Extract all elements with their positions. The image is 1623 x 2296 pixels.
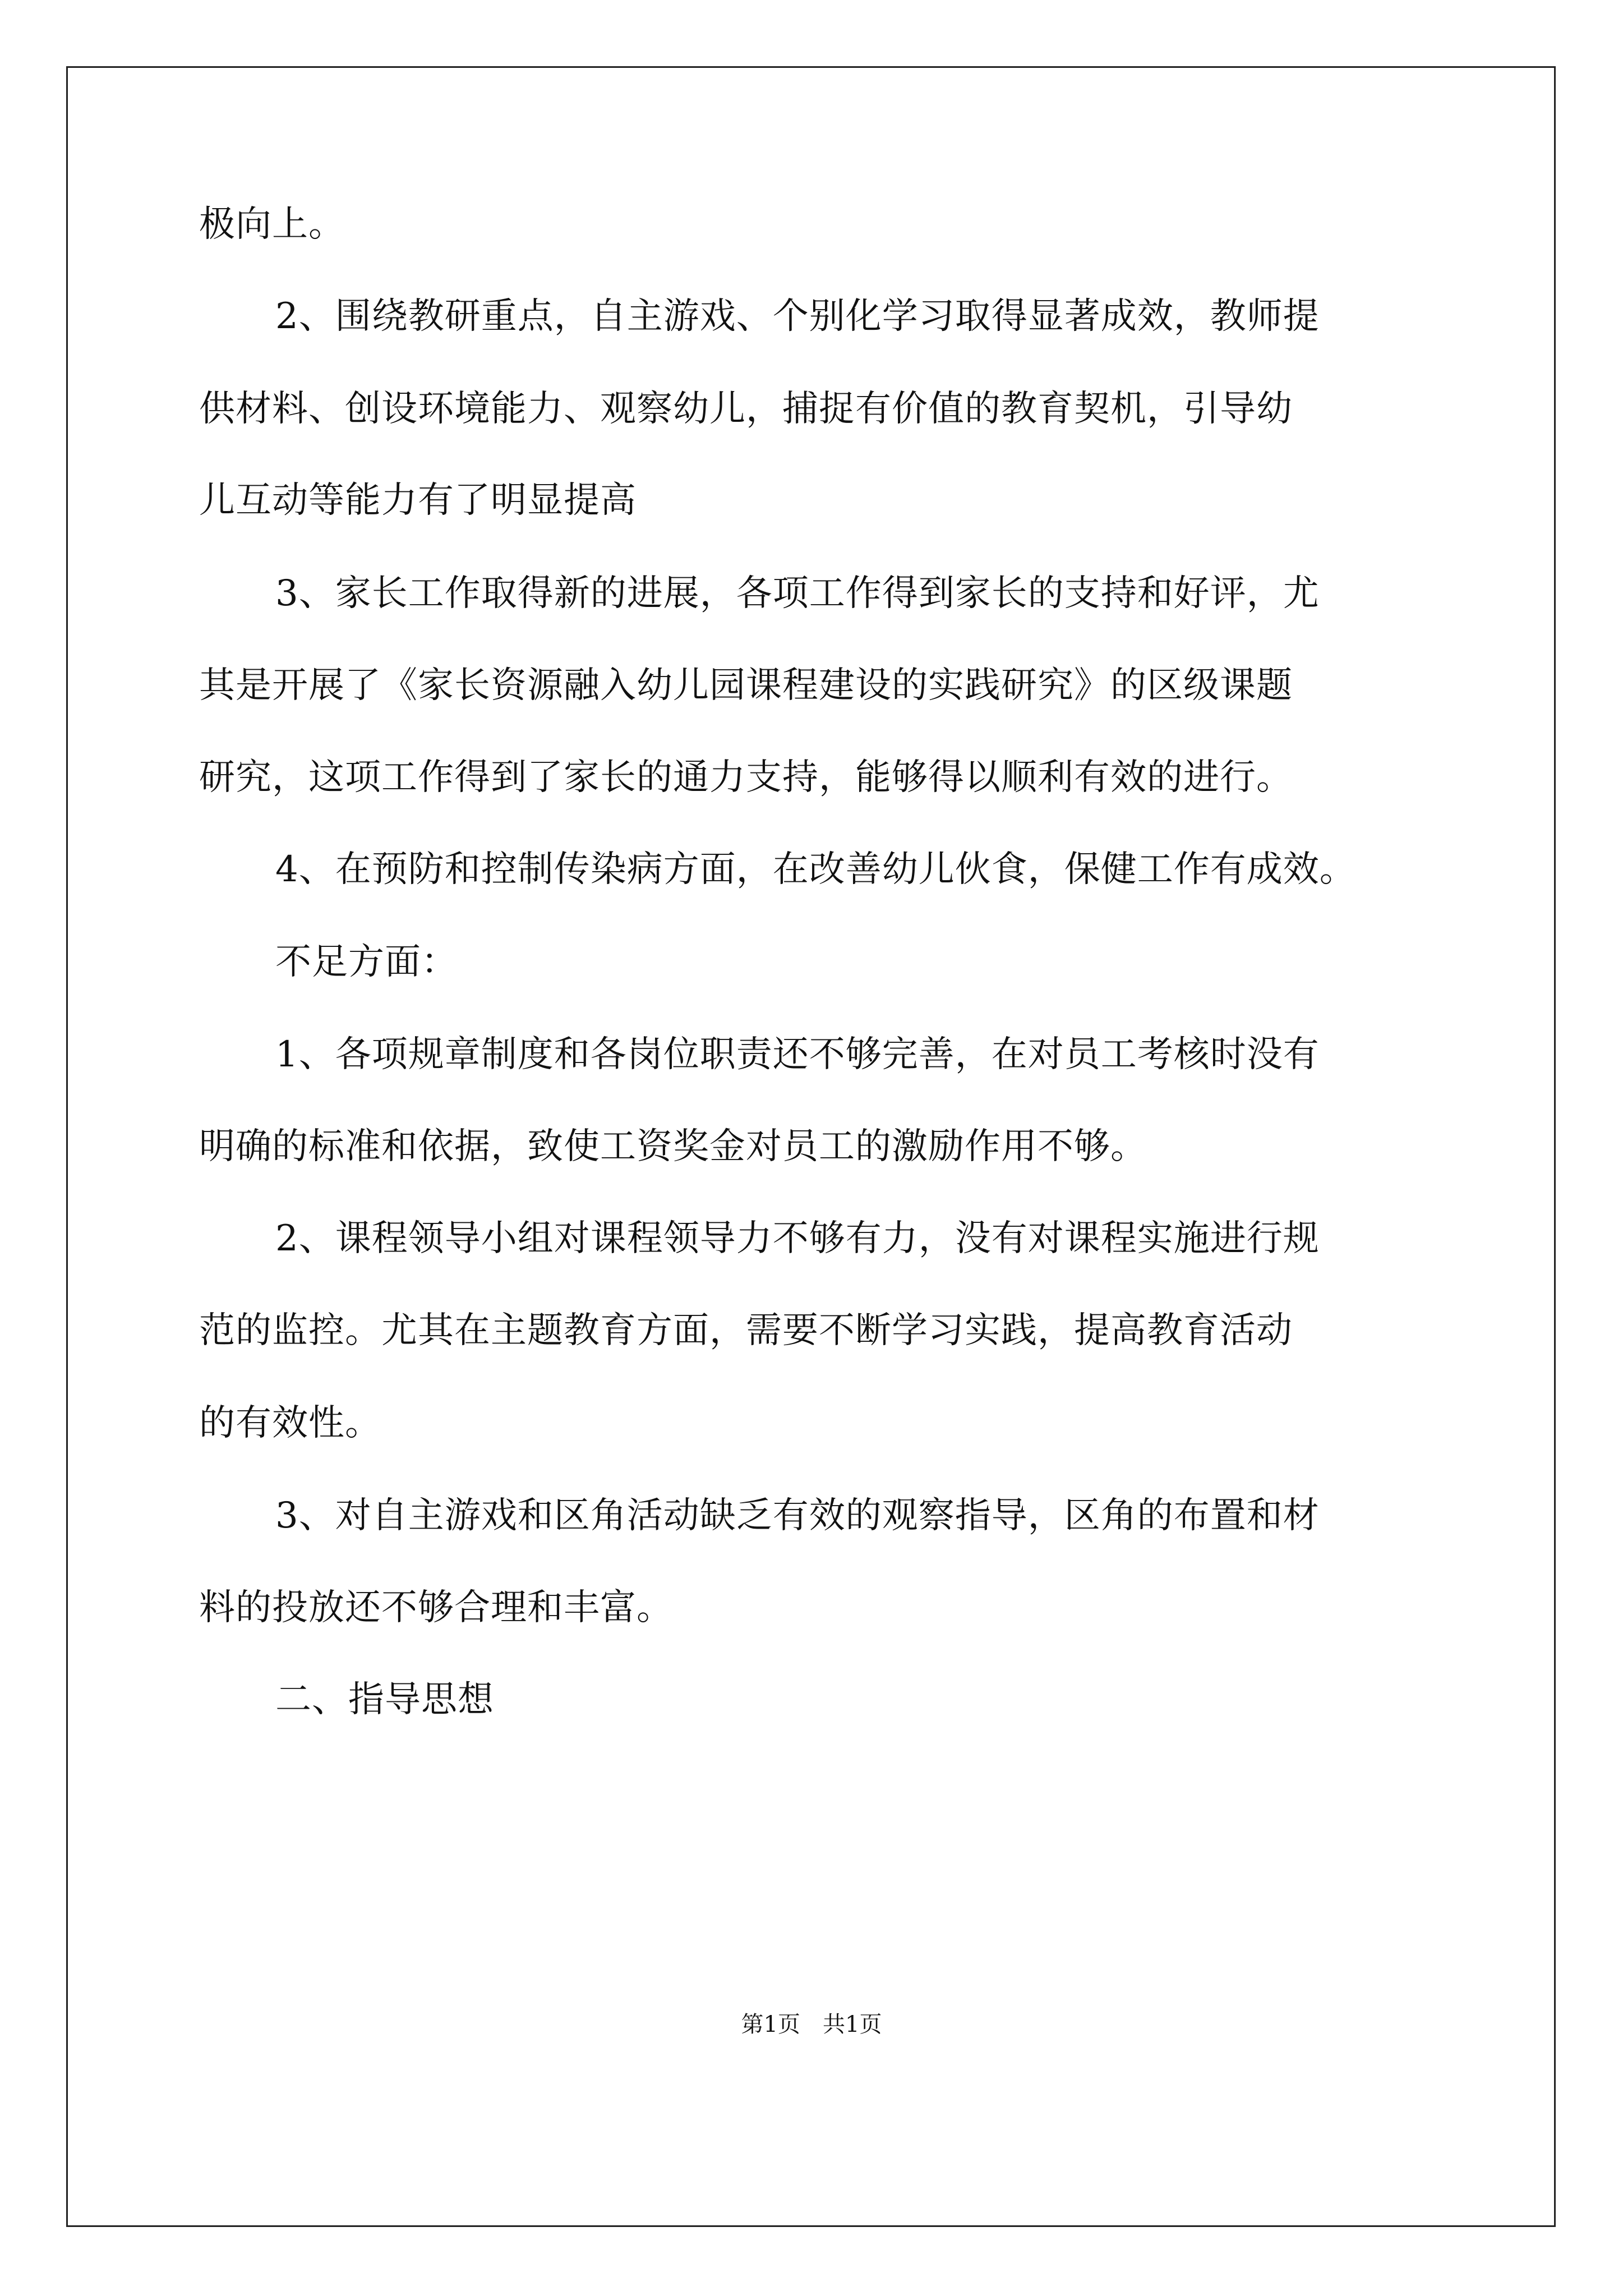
paragraph-line: 4、在预防和控制传染病方面，在改善幼儿伙食，保健工作有成效。 xyxy=(275,849,1356,890)
paragraph-line: 料的投放还不够合理和丰富。 xyxy=(199,1587,673,1628)
paragraph-line: 2、围绕教研重点，自主游戏、个别化学习取得显著成效，教师提 xyxy=(275,296,1320,337)
paragraph-line: 2、课程领导小组对课程领导力不够有力，没有对课程实施进行规 xyxy=(275,1218,1320,1259)
paragraph-line: 其是开展了《家长资源融入幼儿园课程建设的实践研究》的区级课题 xyxy=(199,665,1293,706)
paragraph-line: 明确的标准和依据，致使工资奖金对员工的激励作用不够。 xyxy=(199,1126,1147,1167)
paragraph-line: 儿互动等能力有了明显提高 xyxy=(199,480,637,521)
paragraph-line: 1、各项规章制度和各岗位职责还不够完善，在对员工考核时没有 xyxy=(275,1034,1320,1075)
paragraph-line: 3、家长工作取得新的进展，各项工作得到家长的支持和好评，尤 xyxy=(275,573,1320,614)
paragraph-line: 的有效性。 xyxy=(199,1402,381,1444)
paragraph-line: 研究，这项工作得到了家长的通力支持，能够得以顺利有效的进行。 xyxy=(199,757,1293,798)
section-heading: 二、指导思想 xyxy=(275,1679,494,1720)
paragraph-line: 3、对自主游戏和区角活动缺乏有效的观察指导，区角的布置和材 xyxy=(275,1495,1320,1536)
paragraph-line: 极向上。 xyxy=(199,204,345,245)
paragraph-line: 供材料、创设环境能力、观察幼儿，捕捉有价值的教育契机，引导幼 xyxy=(199,388,1293,430)
page-number-footer: 第1页 共1页 xyxy=(741,2012,882,2037)
paragraph-line: 范的监控。尤其在主题教育方面，需要不断学习实践，提高教育活动 xyxy=(199,1310,1293,1351)
section-heading: 不足方面： xyxy=(275,941,458,983)
